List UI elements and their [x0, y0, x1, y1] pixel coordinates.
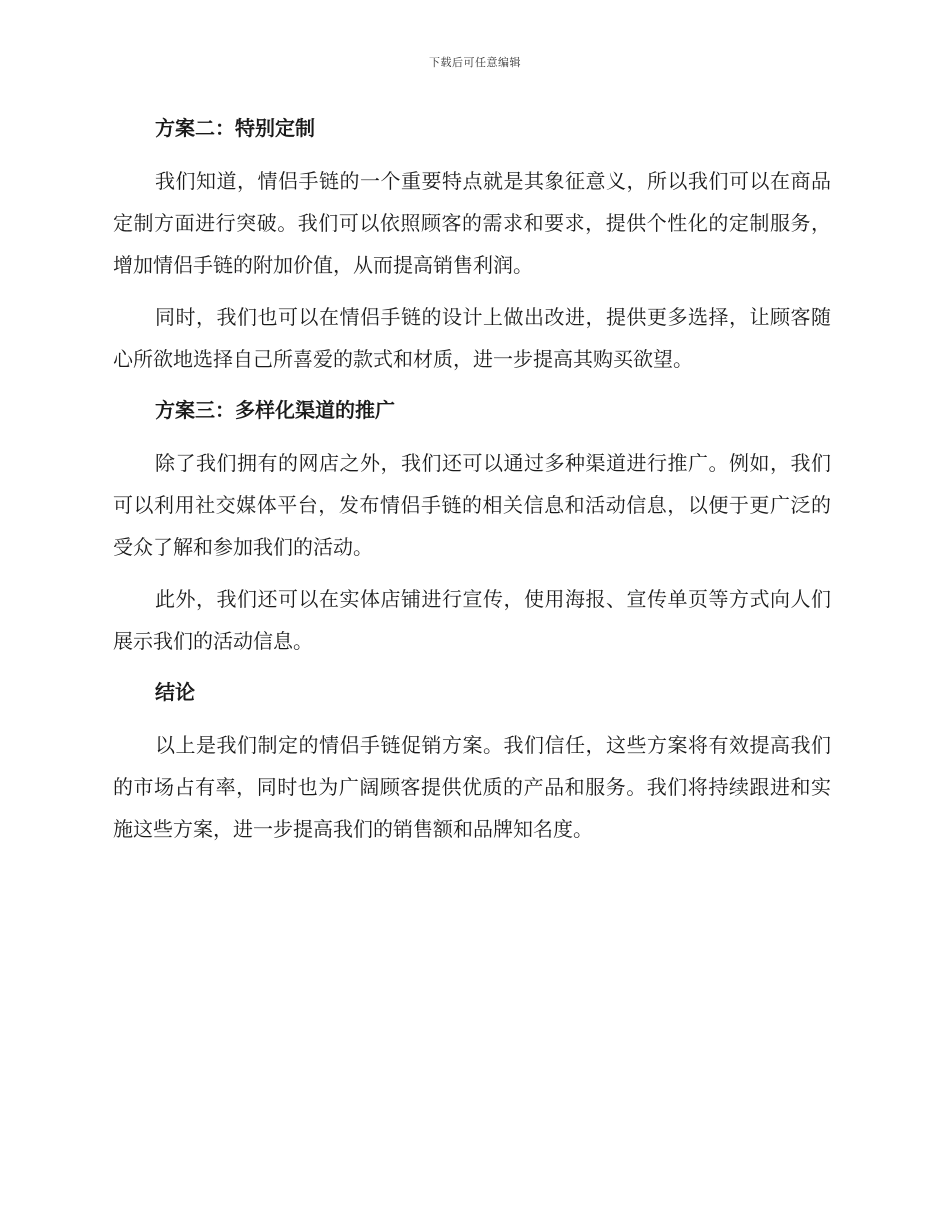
- section-heading-plan-two: 方案二：特别定制: [155, 116, 315, 140]
- paragraph: 同时，我们也可以在情侣手链的设计上做出改进，提供更多选择，让顾客随心所欲地选择自己所喜爱的款式和材质，进一步提高其购买欲望。: [113, 305, 831, 371]
- section-heading-conclusion: 结论: [155, 680, 195, 704]
- section-heading-plan-three: 方案三：多样化渠道的推广: [155, 398, 395, 422]
- document-body: [113, 108, 831, 860]
- page-header: 下载后可任意编辑: [429, 56, 521, 69]
- paragraph: 除了我们拥有的网店之外，我们还可以通过多种渠道进行推广。例如，我们可以利用社交媒体平台，发布情侣手链的相关信息和活动信息，以便于更广泛的受众了解和参加我们的活动。: [113, 451, 831, 559]
- paragraph: 我们知道，情侣手链的一个重要特点就是其象征意义，所以我们可以在商品定制方面进行突破。我们可以依照顾客的需求和要求，提供个性化的定制服务，增加情侣手链的附加价值，从而提高销售利润。: [113, 169, 831, 277]
- paragraph: 此外，我们还可以在实体店铺进行宣传，使用海报、宣传单页等方式向人们展示我们的活动信息。: [113, 587, 831, 653]
- paragraph: 以上是我们制定的情侣手链促销方案。我们信任，这些方案将有效提高我们的市场占有率，同时也为广阔顾客提供优质的产品和服务。我们将持续跟进和实施这些方案，进一步提高我们的销售额和品牌知名度。: [113, 733, 831, 841]
